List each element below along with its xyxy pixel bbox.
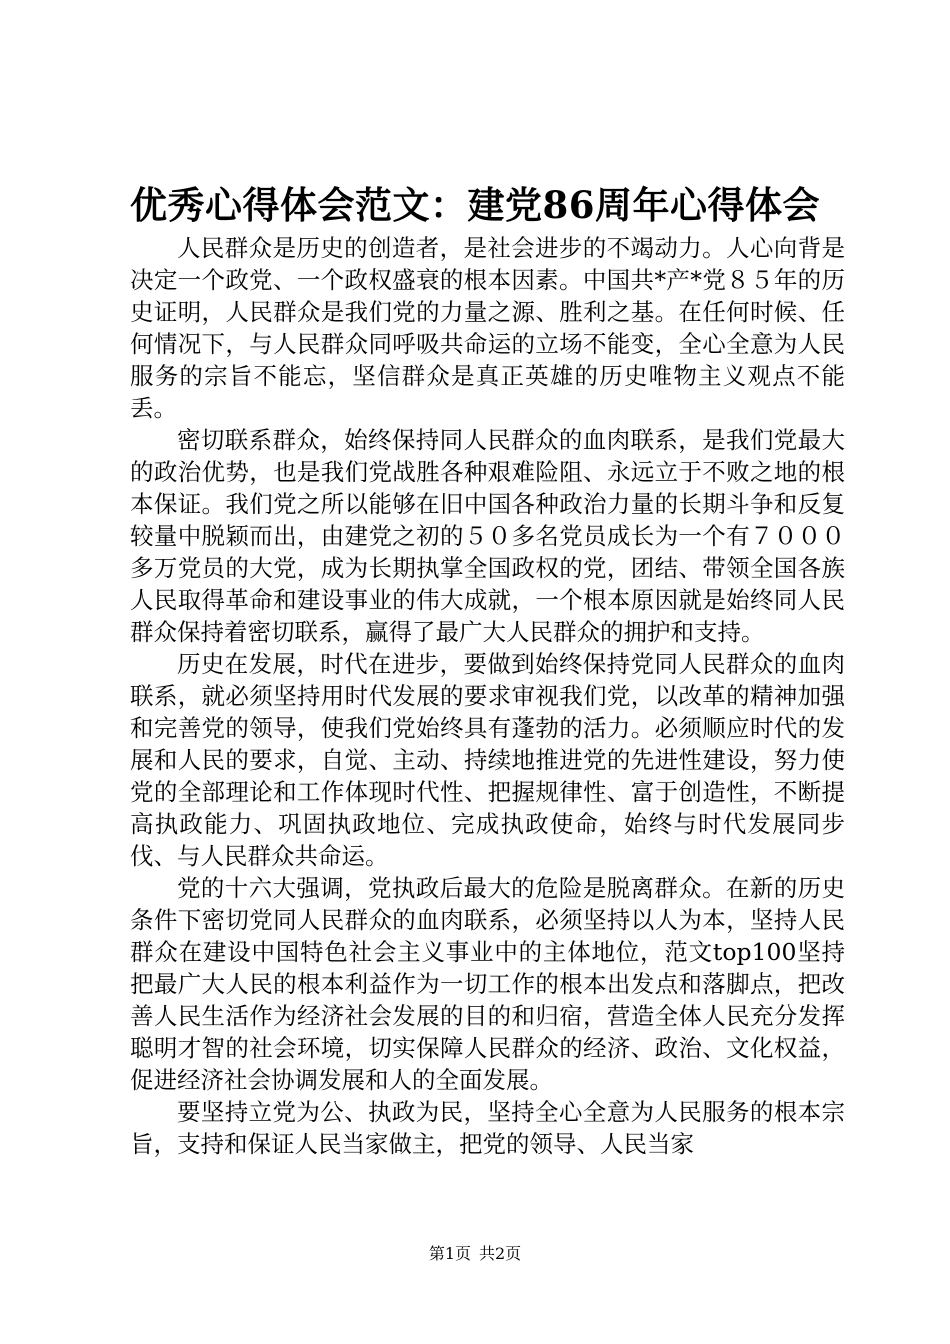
paragraph-3: 历史在发展，时代在进步，要做到始终保持党同人民群众的血肉联系，就必须坚持用时代发展的要求审视我们党，以改革的精神加强和完善党的领导，使我们党始终具有蓬勃的活力。必须顺应时代的发展和人民的要求，自觉、主动、持续地推进党的先进性建设，努力使党的全部理论和工作体现时代性、把握规律性、富于创造性，不断提高执政能力、巩固执政地位、完成执政使命，始终与时代发展同步伐、与人民群众共命运。 (130, 650, 845, 870)
paragraph-1: 人民群众是历史的创造者，是社会进步的不竭动力。人心向背是决定一个政党、一个政权盛衰的根本因素。中国共*产*党８５年的历史证明，人民群众是我们党的力量之源、胜利之基。在任何时候、任何情况下，与人民群众同呼吸共命运的立场不能变，全心全意为人民服务的宗旨不能忘，坚信群众是真正英雄的历史唯物主义观点不能丢。 (130, 234, 845, 422)
paragraph-5: 要坚持立党为公、执政为民，坚持全心全意为人民服务的根本宗旨，支持和保证人民当家做主，把党的领导、人民当家 (130, 1098, 845, 1158)
page-footer (0, 1243, 950, 1265)
document-title: 优秀心得体会范文：建党86周年心得体会 (130, 183, 820, 227)
paragraph-2: 密切联系群众，始终保持同人民群众的血肉联系，是我们党最大的政治优势，也是我们党战胜各种艰难险阻、永远立于不败之地的根本保证。我们党之所以能够在旧中国各种政治力量的长期斗争和反复较量中脱颖而出，由建党之初的５０多名党员成长为一个有７０００多万党员的大党，成为长期执掌全国政权的党，团结、带领全国各族人民取得革命和建设事业的伟大成就，一个根本原因就是始终同人民群众保持着密切联系，赢得了最广大人民群众的拥护和支持。 (130, 426, 845, 646)
document-body (130, 232, 845, 1160)
paragraph-4: 党的十六大强调，党执政后最大的危险是脱离群众。在新的历史条件下密切党同人民群众的血肉联系，必须坚持以人为本，坚持人民群众在建设中国特色社会主义事业中的主体地位，范文top100坚持把最广大人民的根本利益作为一切工作的根本出发点和落脚点，把改善人民生活作为经济社会发展的目的和归宿，营造全体人民充分发挥聪明才智的社会环境，切实保障人民群众的经济、政治、文化权益，促进经济社会协调发展和人的全面发展。 (130, 874, 845, 1094)
page-number-total: 共2页 (479, 1244, 522, 1263)
page-number-current: 第1页 (428, 1244, 471, 1263)
